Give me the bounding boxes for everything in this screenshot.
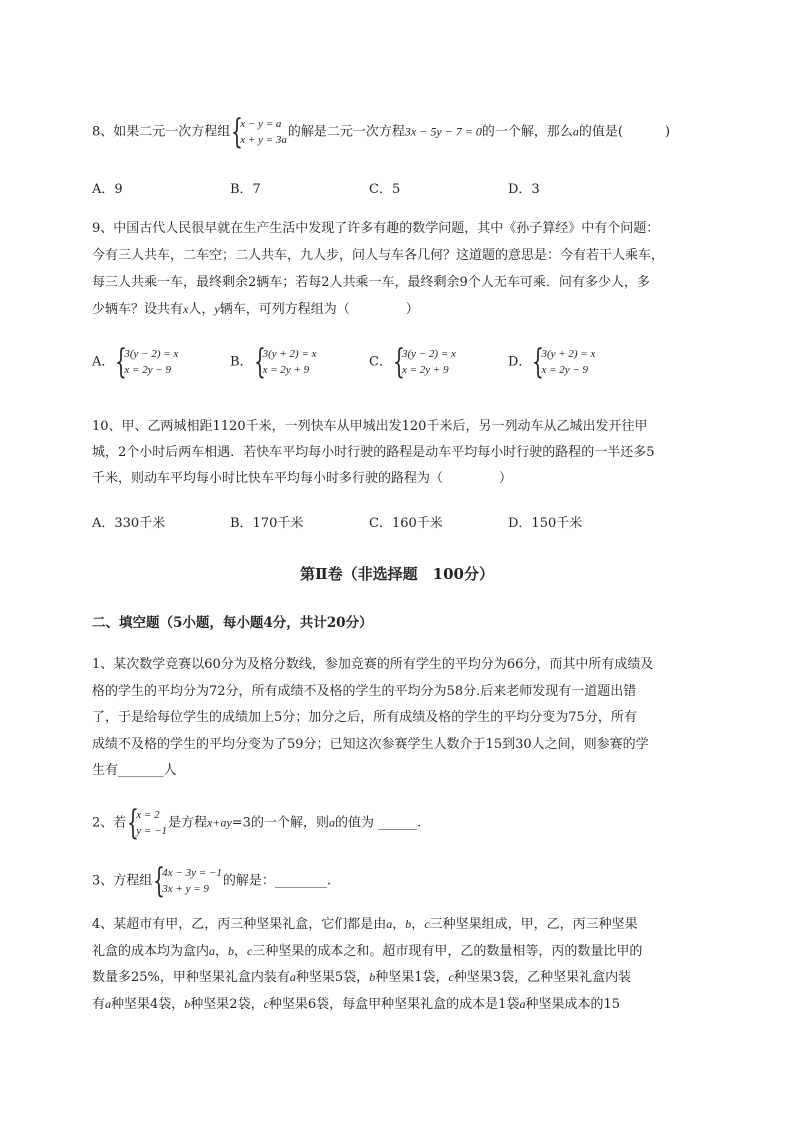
q9-option-a-system: { 3(y − 2) = x x = 2y − 9 [115, 342, 179, 382]
q8-middle: 的解是二元一次方程 [287, 124, 405, 140]
q10-line3 [92, 469, 512, 489]
f1-line2: 格的学生的平均分为72分，所有成绩不及格的学生的平均分为58分.后来老师发现有一道题出错 [92, 684, 637, 699]
q9-option-c [369, 342, 457, 382]
f3-eq1: 4x − 3y = −1 [162, 867, 222, 879]
q10-line1: 10、甲、乙两城相距1120千米，一列快车从甲城出发120千米后，另一列动车从乙城出发开往甲 [92, 419, 648, 434]
f4-var-c: c [424, 917, 430, 931]
q9-option-d-label: D． [508, 354, 532, 370]
q9-option-a-label: A． [92, 354, 115, 370]
q10-option-b: B．170千米 [230, 516, 304, 531]
f2-middle: 是方程 [168, 815, 208, 831]
f2-var: a [328, 815, 335, 830]
q9-option-b-eq1: 3(y + 2) = x [262, 348, 317, 360]
f4-var-b: b [405, 917, 412, 931]
f4-line4-a: 有 [92, 997, 106, 1012]
q9-option-b [230, 342, 318, 382]
q9-option-d [508, 342, 596, 382]
f3-line [92, 861, 331, 901]
q8-option-d: D．3 [508, 182, 540, 197]
q9-line4-d: ） [405, 302, 419, 317]
q9-line4 [92, 299, 419, 320]
f4-line2-a: 礼盒的成本均为盒内 [92, 944, 210, 959]
f4-var-a: a [386, 917, 393, 931]
q8-equation-system: { x − y = a x + y = 3a [231, 112, 287, 152]
q9-option-b-eq2: x = 2y + 9 [262, 364, 310, 376]
f1-line5: 生有_______人 [92, 763, 177, 778]
q10-line3-a: 千米，则动车平均每小时比快车平均每小时多行驶的路程为（ [92, 471, 444, 486]
q8-option-a: A．9 [92, 182, 123, 197]
q9-option-a-eq2: x = 2y − 9 [124, 364, 172, 376]
q9-option-d-system: { 3(y + 2) = x x = 2y − 9 [532, 342, 596, 382]
q9-option-b-label: B． [230, 354, 253, 370]
q8-prefix: 8、如果二元一次方程组 [92, 124, 231, 140]
f2-equation-system: { x = 2 y = −1 [127, 803, 168, 843]
q9-line4-b: 人， [188, 302, 215, 317]
f1-line4: 成绩不及格的学生的平均分变为了59分；已知这次参赛学生人数介于15到30人之间，则参赛的学 [92, 737, 649, 752]
q9-var-y: y [214, 302, 220, 316]
f4-var-c: c [263, 997, 269, 1011]
q8-eq3: 3x − 5y − 7 = 0 [404, 124, 482, 139]
q9-option-c-eq1: 3(y − 2) = x [401, 348, 456, 360]
q9-option-a-eq1: 3(y − 2) = x [124, 348, 179, 360]
f2-eq: x+ay [207, 815, 232, 830]
f4-line1 [92, 914, 638, 935]
q8-close: ) [664, 124, 671, 140]
f3-equation-system: { 4x − 3y = −1 3x + y = 9 [153, 861, 222, 901]
q8-option-b: B．7 [230, 182, 261, 197]
q9-line2: 今有三人共车，二车空；二人共车，九人步，问人与车各几何？这道题的意思是：今有若干人乘车， [92, 248, 665, 263]
q8-option-c: C．5 [369, 182, 401, 197]
q9-option-b-system: { 3(y + 2) = x x = 2y + 9 [253, 342, 317, 382]
f4-sep: ， [411, 917, 425, 932]
f4-line4-e: 种坚果成本的15 [525, 997, 620, 1012]
q9-option-c-label: C． [369, 354, 392, 370]
q10-option-c: C．160千米 [369, 516, 443, 531]
f2-line [92, 803, 422, 843]
f4-var-c: c [448, 970, 454, 984]
q9-option-d-eq1: 3(y + 2) = x [541, 348, 596, 360]
f4-line4 [92, 994, 620, 1015]
q10-option-a: A．330千米 [92, 516, 166, 531]
f4-var-b: b [228, 944, 235, 958]
f4-line3-a: 数量多25%，甲种坚果礼盒内装有 [92, 970, 290, 985]
q8-var: a [572, 124, 579, 139]
f4-line2 [92, 941, 642, 962]
part-2-title: 第Ⅱ卷（非选择题 100分） [300, 565, 494, 583]
f4-line3-b: 种坚果5袋， [295, 970, 370, 985]
q9-line4-a: 少辆车？设共有 [92, 302, 184, 317]
f3-suffix: 的解是：________. [222, 873, 331, 889]
q10-line2: 城，2个小时后两车相遇．若快车平均每小时行驶的路程是动车平均每小时行驶的路程的一半还多5 [92, 445, 655, 460]
f4-var-a: a [105, 997, 112, 1011]
f2-suffix: 的值为 ______. [334, 815, 422, 831]
f2-eq1: x = 2 [136, 809, 160, 821]
f3-eq2: 3x + y = 9 [162, 883, 209, 895]
q8-end: 的值是( [578, 124, 623, 140]
question-8 [92, 112, 671, 152]
f4-sep: ， [215, 944, 229, 959]
f2-eq2: y = −1 [136, 825, 168, 837]
section-2-title: 二、填空题（5小题，每小题4分，共计20分） [92, 615, 373, 631]
q9-option-c-eq2: x = 2y + 9 [401, 364, 449, 376]
q10-option-d: D．150千米 [508, 516, 583, 531]
f4-var-b: b [184, 997, 191, 1011]
f4-var-a: a [519, 997, 526, 1011]
f4-var-b: b [369, 970, 376, 984]
f2-mid2: =3的一个解，则 [231, 815, 329, 831]
f1-line3: 了，于是给每位学生的成绩加上5分；加分之后，所有成绩及格的学生的平均分变为75分，所有 [92, 710, 637, 725]
f4-line3-c: 种坚果1袋， [375, 970, 449, 985]
f4-var-a: a [289, 970, 296, 984]
f1-line1: 1、某次数学竞赛以60分为及格分数线，参加竞赛的所有学生的平均分为66分，而其中所有成绩及 [92, 657, 654, 672]
f4-line4-d: 种坚果6袋，每盒甲种坚果礼盒的成本是1袋 [268, 997, 520, 1012]
f4-line1-a: 4、某超市有甲，乙，丙三种坚果礼盒，它们都是由 [92, 917, 387, 932]
q8-suffix: 的一个解，那么 [481, 124, 573, 140]
f4-line1-b: 三种坚果组成，甲，乙，丙三种坚果 [429, 917, 638, 932]
q9-option-c-system: { 3(y − 2) = x x = 2y + 9 [392, 342, 456, 382]
f4-line2-b: 三种坚果的成本之和。超市现有甲，乙的数量相等，丙的数量比甲的 [252, 944, 643, 959]
f4-line4-b: 种坚果4袋， [111, 997, 185, 1012]
f4-sep: ， [234, 944, 248, 959]
f4-line3-d: 种坚果3袋，乙种坚果礼盒内装 [453, 970, 632, 985]
q8-eq1: x − y = a [240, 118, 282, 130]
q9-option-d-eq2: x = 2y − 9 [541, 364, 589, 376]
q10-line3-b: ） [499, 471, 513, 486]
q9-option-a [92, 342, 179, 382]
q8-eq2: x + y = 3a [240, 134, 287, 146]
q9-line3: 每三人共乘一车，最终剩余2辆车；若每2人共乘一车，最终剩余9个人无车可乘．问有多少人，多 [92, 275, 650, 290]
f4-sep: ， [392, 917, 406, 932]
f4-var-c: c [247, 944, 253, 958]
f2-prefix: 2、若 [92, 815, 127, 831]
q9-line1: 9、中国古代人民很早就在生产生活中发现了许多有趣的数学问题，其中《孙子算经》中有个问题： [92, 221, 660, 236]
f4-line4-c: 种坚果2袋， [190, 997, 264, 1012]
q9-var-x: x [183, 302, 189, 316]
f3-prefix: 3、方程组 [92, 873, 153, 889]
f4-var-a: a [209, 944, 216, 958]
f4-line3 [92, 967, 631, 988]
q9-line4-c: 辆车，可列方程组为（ [219, 302, 350, 317]
